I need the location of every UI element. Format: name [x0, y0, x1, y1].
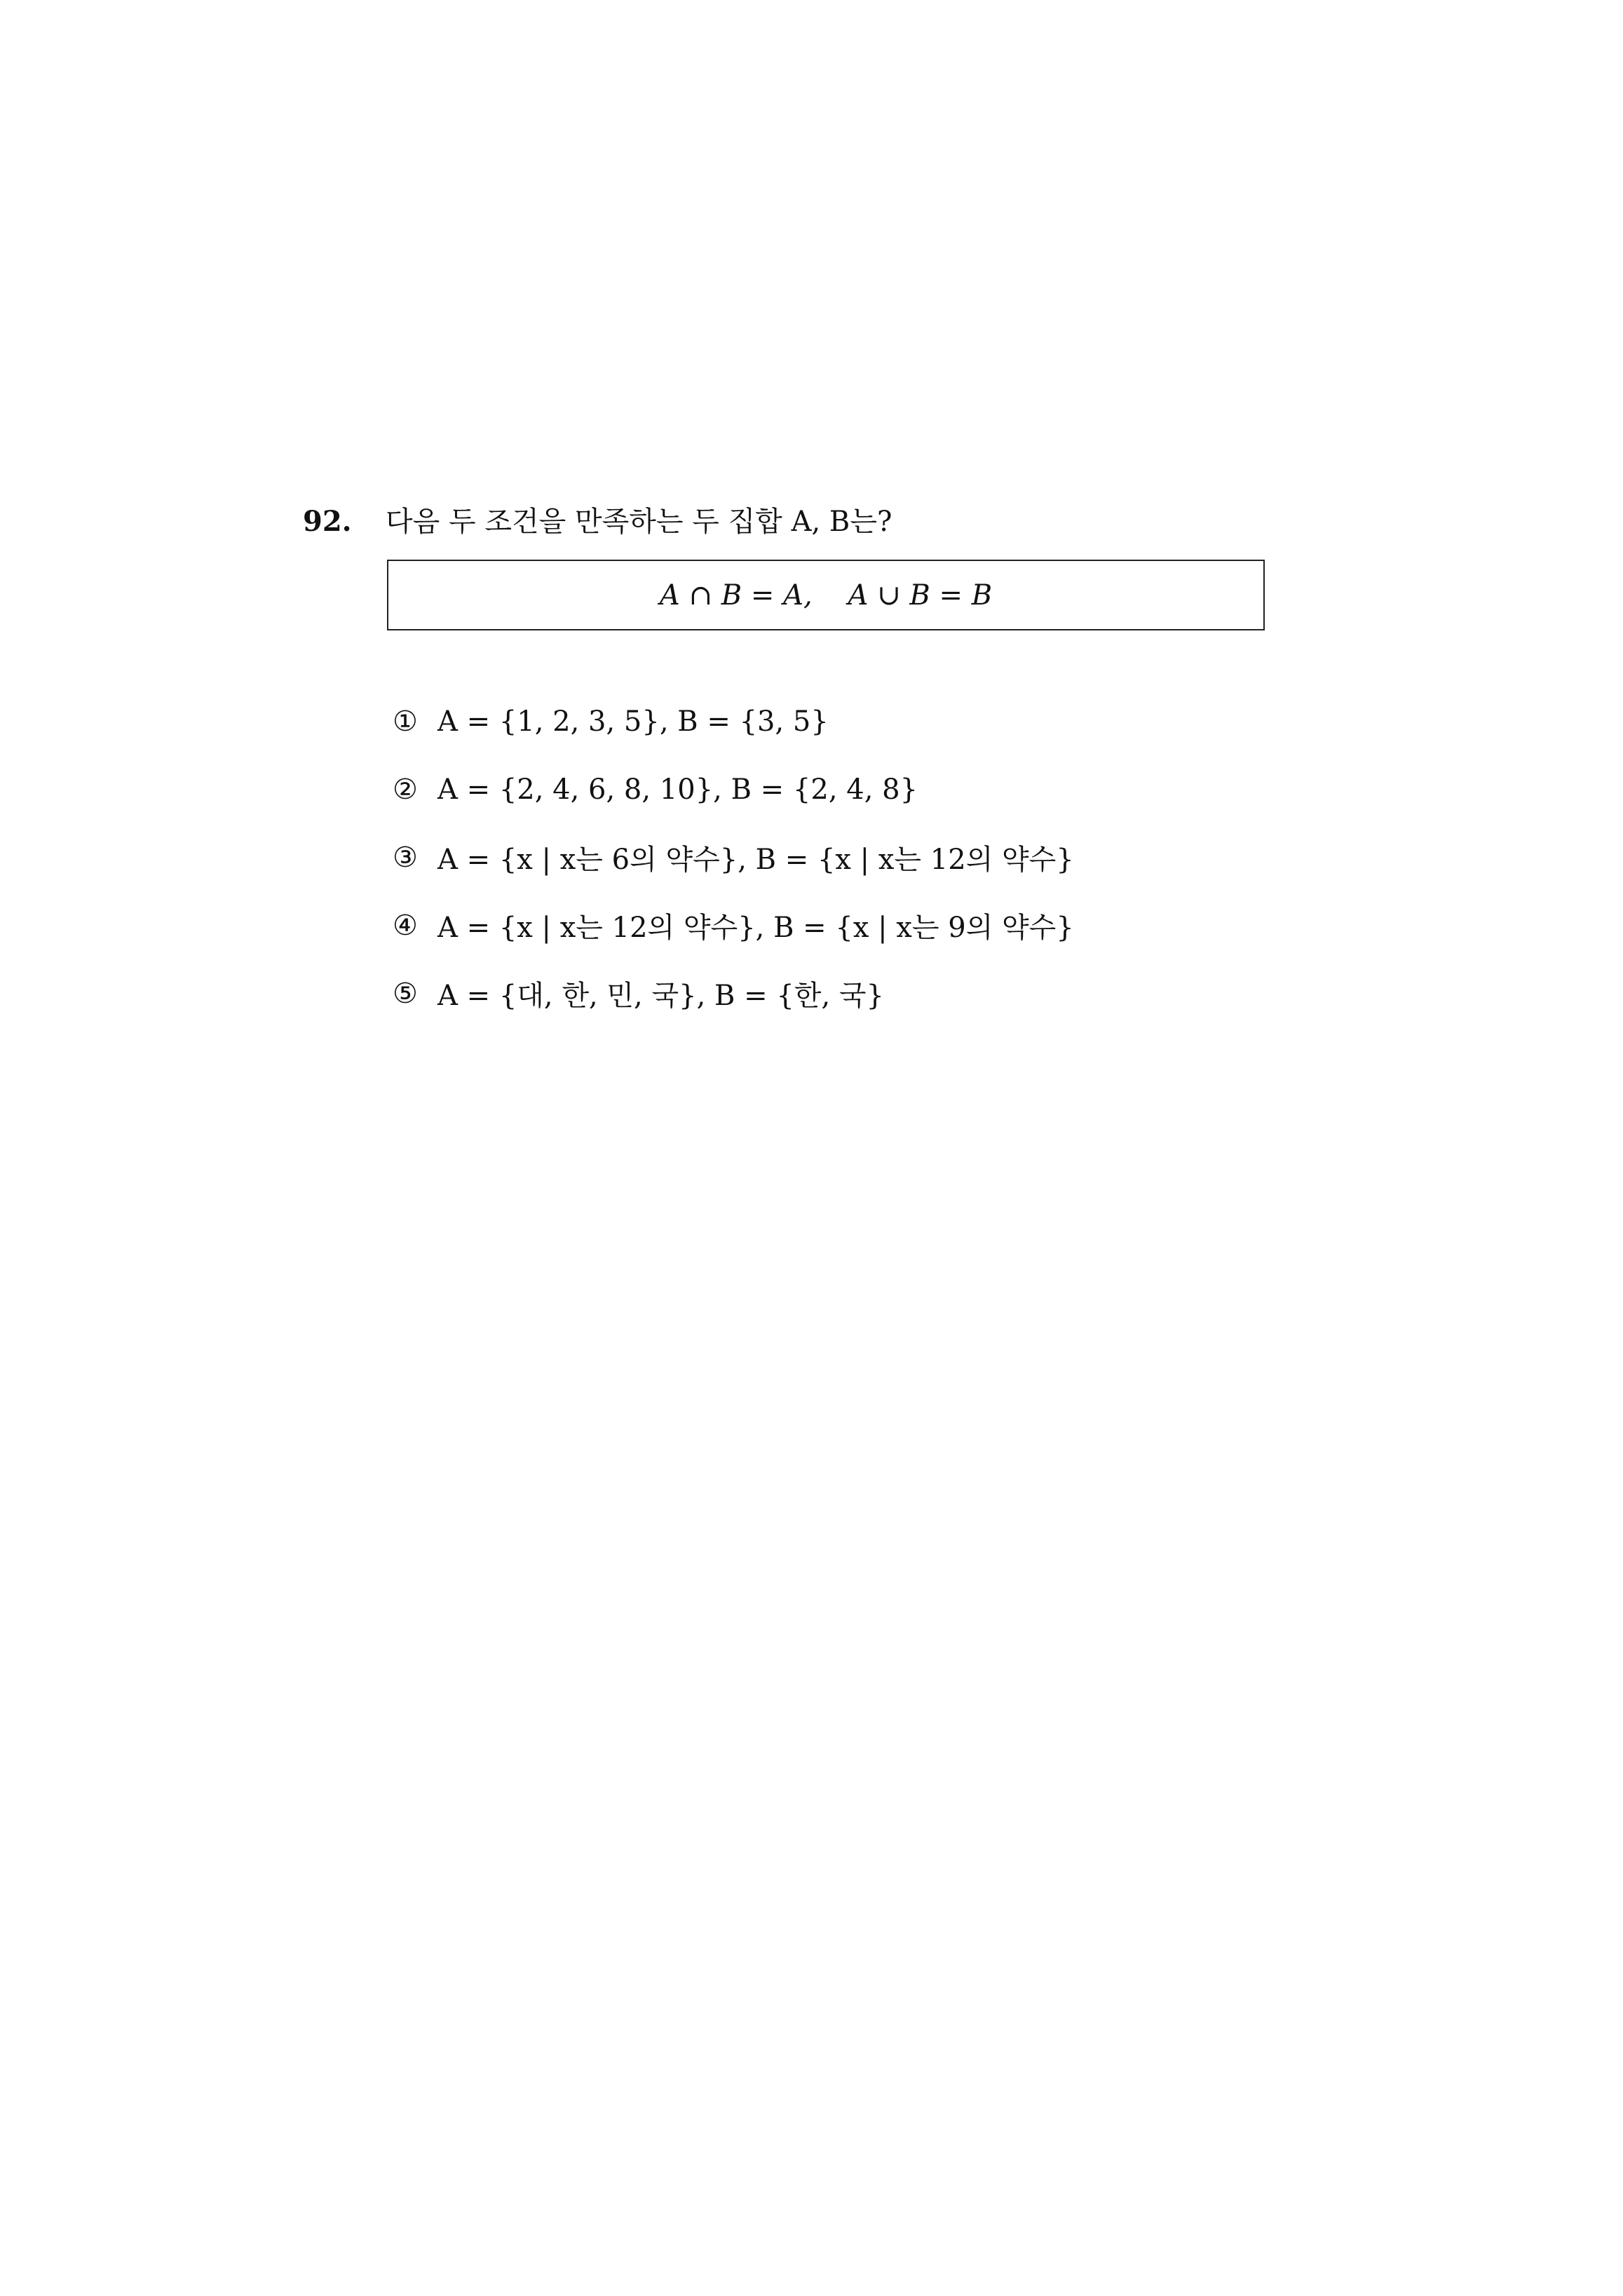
choice-text: A = {x | x는 6의 약수}, B = {x | x는 12의 약수} [437, 844, 1074, 876]
choice-text: A = {1, 2, 3, 5}, B = {3, 5} [437, 705, 829, 738]
choice-number: ③ [393, 841, 418, 874]
question-number: 92. [303, 505, 352, 538]
choice-3[interactable] [393, 823, 1304, 891]
choice-number: ② [393, 773, 418, 806]
choice-text: A = {대, 한, 민, 국}, B = {한, 국} [437, 980, 884, 1012]
choice-5[interactable] [393, 959, 1304, 1027]
choice-number: ⑤ [393, 977, 418, 1010]
choice-list [393, 687, 1304, 1027]
condition-text: A ∩ B = A, A ∪ B = B [659, 579, 993, 612]
question-text: 다음 두 조건을 만족하는 두 집합 A, B는? [386, 506, 892, 538]
choice-number: ④ [393, 909, 418, 942]
choice-number: ① [393, 705, 418, 738]
choice-text: A = {2, 4, 6, 8, 10}, B = {2, 4, 8} [437, 773, 918, 806]
choice-2[interactable] [393, 755, 1304, 823]
choice-text: A = {x | x는 12의 약수}, B = {x | x는 9의 약수} [437, 912, 1074, 944]
choice-4[interactable] [393, 891, 1304, 959]
choice-1[interactable] [393, 687, 1304, 755]
condition-box [387, 560, 1265, 630]
